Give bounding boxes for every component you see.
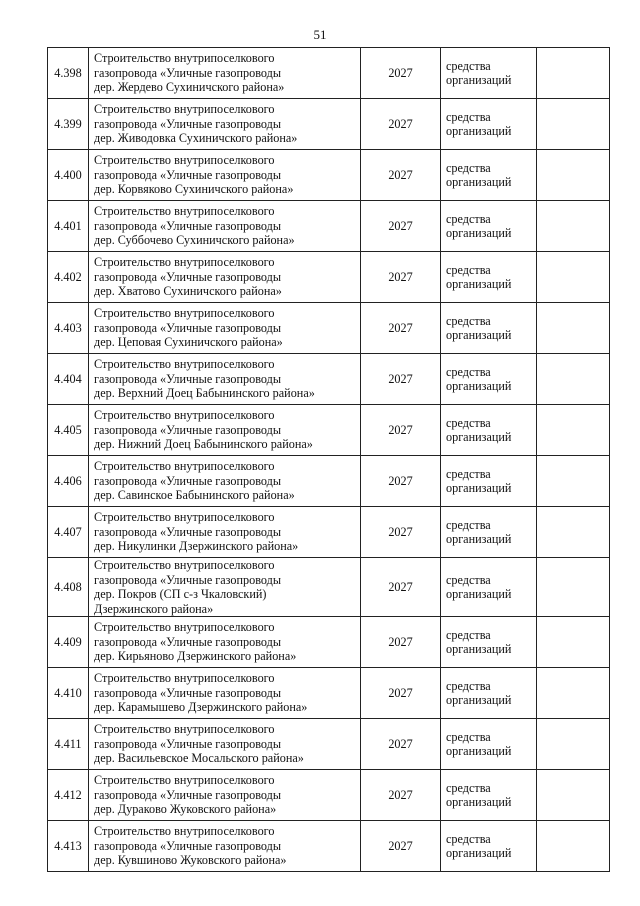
funding-source-line: средства (446, 466, 491, 481)
funding-source-line: организаций (446, 226, 512, 240)
funding-source-line: средства (446, 517, 491, 532)
funding-source (441, 252, 537, 303)
completion-year: 2027 (361, 617, 441, 668)
table-row (48, 303, 610, 354)
table-row (48, 150, 610, 201)
description-line: газопровода «Уличные газопроводы (94, 524, 282, 539)
description-line: дер. Карамышево Дзержинского района» (94, 700, 308, 715)
funding-source-line: организаций (446, 124, 512, 138)
funding-source-line: средства (446, 58, 491, 73)
description-line: Строительство внутрипоселкового (94, 306, 275, 321)
description-line: Строительство внутрипоселкового (94, 255, 275, 270)
table-row (48, 99, 610, 150)
table-row (48, 507, 610, 558)
completion-year: 2027 (361, 668, 441, 719)
description-line: Дзержинского района» (94, 601, 214, 616)
row-number: 4.399 (48, 99, 89, 150)
description-line: дер. Покров (СП с-з Чкаловский) (94, 587, 267, 601)
description-line: Строительство внутрипоселкового (94, 722, 275, 737)
funding-source-line: организаций (446, 379, 512, 393)
funding-source-line: средства (446, 780, 491, 795)
row-number: 4.400 (48, 150, 89, 201)
row-number: 4.401 (48, 201, 89, 252)
empty-cell (537, 354, 610, 405)
completion-year: 2027 (361, 252, 441, 303)
row-number: 4.403 (48, 303, 89, 354)
funding-source (441, 99, 537, 150)
funding-source-line: средства (446, 313, 491, 328)
description-line: Строительство внутрипоселкового (94, 620, 275, 635)
description-line: Строительство внутрипоселкового (94, 357, 275, 372)
empty-cell (537, 719, 610, 770)
description-line: дер. Нижний Доец Бабынинского района» (94, 437, 313, 452)
funding-source-line: организаций (446, 642, 512, 656)
empty-cell (537, 99, 610, 150)
row-number: 4.410 (48, 668, 89, 719)
row-number: 4.398 (48, 48, 89, 99)
funding-source-line: организаций (446, 481, 512, 495)
funding-source-line: организаций (446, 693, 512, 707)
description-line: дер. Кувшиново Жуковского района» (94, 853, 287, 868)
funding-source (441, 668, 537, 719)
funding-source-line: средства (446, 211, 491, 226)
description-line: Строительство внутрипоселкового (94, 153, 275, 168)
empty-cell (537, 150, 610, 201)
description-line: газопровода «Уличные газопроводы (94, 422, 282, 437)
completion-year: 2027 (361, 405, 441, 456)
description-line: газопровода «Уличные газопроводы (94, 320, 282, 335)
empty-cell (537, 48, 610, 99)
completion-year: 2027 (361, 303, 441, 354)
funding-source (441, 821, 537, 872)
funding-source-line: организаций (446, 73, 512, 87)
row-number: 4.407 (48, 507, 89, 558)
table-body (48, 48, 610, 872)
description-line: Строительство внутрипоселкового (94, 671, 275, 686)
empty-cell (537, 617, 610, 668)
empty-cell (537, 558, 610, 617)
project-description (89, 719, 361, 770)
completion-year: 2027 (361, 719, 441, 770)
table-row (48, 558, 610, 617)
funding-source-line: средства (446, 415, 491, 430)
completion-year: 2027 (361, 354, 441, 405)
funding-source (441, 719, 537, 770)
table-row (48, 456, 610, 507)
description-line: Строительство внутрипоселкового (94, 204, 275, 219)
description-line: газопровода «Уличные газопроводы (94, 685, 282, 700)
completion-year: 2027 (361, 507, 441, 558)
description-line: дер. Корвяково Сухиничского района» (94, 182, 294, 197)
empty-cell (537, 303, 610, 354)
description-line: Строительство внутрипоселкового (94, 773, 275, 788)
project-description (89, 303, 361, 354)
completion-year: 2027 (361, 48, 441, 99)
description-line: дер. Жердево Сухиничского района» (94, 80, 285, 95)
empty-cell (537, 252, 610, 303)
funding-source-line: организаций (446, 277, 512, 291)
description-line: Строительство внутрипоселкового (94, 408, 275, 423)
funding-source-line: организаций (446, 744, 512, 758)
project-description (89, 821, 361, 872)
row-number: 4.406 (48, 456, 89, 507)
empty-cell (537, 770, 610, 821)
project-description (89, 507, 361, 558)
project-description (89, 99, 361, 150)
description-line: дер. Кирьяново Дзержинского района» (94, 649, 297, 664)
table-row (48, 770, 610, 821)
description-line: дер. Дураково Жуковского района» (94, 802, 277, 817)
project-description (89, 252, 361, 303)
row-number: 4.409 (48, 617, 89, 668)
funding-source (441, 617, 537, 668)
description-line: газопровода «Уличные газопроводы (94, 473, 282, 488)
row-number: 4.411 (48, 719, 89, 770)
funding-source-line: средства (446, 109, 491, 124)
funding-source-line: организаций (446, 430, 512, 444)
row-number: 4.408 (48, 558, 89, 617)
description-line: газопровода «Уличные газопроводы (94, 65, 282, 80)
page-number: 51 (313, 27, 327, 42)
description-line: дер. Хватово Сухиничского района» (94, 284, 282, 299)
funding-source-line: средства (446, 831, 491, 846)
project-description (89, 558, 361, 617)
funding-source (441, 405, 537, 456)
table-row (48, 668, 610, 719)
description-line: Строительство внутрипоселкового (94, 510, 275, 525)
empty-cell (537, 821, 610, 872)
funding-source-line: организаций (446, 846, 512, 860)
funding-source-line: организаций (446, 795, 512, 809)
description-line: газопровода «Уличные газопроводы (94, 167, 282, 182)
completion-year: 2027 (361, 201, 441, 252)
funding-source (441, 558, 537, 617)
project-description (89, 668, 361, 719)
empty-cell (537, 405, 610, 456)
description-line: Строительство внутрипоселкового (94, 51, 275, 66)
row-number: 4.413 (48, 821, 89, 872)
table-row (48, 48, 610, 99)
description-line: газопровода «Уличные газопроводы (94, 218, 282, 233)
table-row (48, 617, 610, 668)
description-line: Строительство внутрипоселкового (94, 459, 275, 474)
funding-source (441, 354, 537, 405)
funding-source (441, 507, 537, 558)
row-number: 4.402 (48, 252, 89, 303)
description-line: дер. Савинское Бабынинского района» (94, 488, 295, 503)
completion-year: 2027 (361, 456, 441, 507)
table-row (48, 354, 610, 405)
description-line: газопровода «Уличные газопроводы (94, 634, 282, 649)
table-row (48, 252, 610, 303)
project-description (89, 405, 361, 456)
funding-source-line: средства (446, 678, 491, 693)
table-row (48, 201, 610, 252)
project-description (89, 150, 361, 201)
funding-source-line: средства (446, 160, 491, 175)
description-line: дер. Живодовка Сухиничского района» (94, 131, 298, 146)
funding-source-line: организаций (446, 328, 512, 342)
description-line: дер. Суббочево Сухиничского района» (94, 233, 295, 248)
description-line: газопровода «Уличные газопроводы (94, 787, 282, 802)
description-line: дер. Цеповая Сухиничского района» (94, 335, 283, 350)
project-description (89, 456, 361, 507)
empty-cell (537, 668, 610, 719)
description-line: Строительство внутрипоселкового (94, 102, 275, 117)
funding-source (441, 150, 537, 201)
description-line: дер. Никулинки Дзержинского района» (94, 539, 299, 554)
row-number: 4.405 (48, 405, 89, 456)
funding-source-line: средства (446, 572, 491, 587)
empty-cell (537, 507, 610, 558)
table-row (48, 821, 610, 872)
description-line: газопровода «Уличные газопроводы (94, 371, 282, 386)
project-description (89, 48, 361, 99)
completion-year: 2027 (361, 821, 441, 872)
funding-source (441, 303, 537, 354)
funding-source-line: организаций (446, 175, 512, 189)
project-description (89, 770, 361, 821)
description-line: дер. Васильевское Мосальского района» (94, 751, 304, 766)
project-description (89, 201, 361, 252)
funding-source-line: организаций (446, 532, 512, 546)
description-line: газопровода «Уличные газопроводы (94, 838, 282, 853)
funding-source (441, 201, 537, 252)
description-line: Строительство внутрипоселкового (94, 558, 275, 572)
completion-year: 2027 (361, 150, 441, 201)
completion-year: 2027 (361, 770, 441, 821)
funding-source (441, 456, 537, 507)
empty-cell (537, 456, 610, 507)
row-number: 4.412 (48, 770, 89, 821)
table-row (48, 405, 610, 456)
description-line: газопровода «Уличные газопроводы (94, 269, 282, 284)
funding-source-line: средства (446, 262, 491, 277)
funding-source-line: средства (446, 627, 491, 642)
funding-source-line: средства (446, 364, 491, 379)
description-line: газопровода «Уличные газопроводы (94, 116, 282, 131)
description-line: газопровода «Уличные газопроводы (94, 736, 282, 751)
row-number: 4.404 (48, 354, 89, 405)
funding-source (441, 770, 537, 821)
description-line: Строительство внутрипоселкового (94, 824, 275, 839)
project-description (89, 354, 361, 405)
description-line: дер. Верхний Доец Бабынинского района» (94, 386, 315, 401)
completion-year: 2027 (361, 99, 441, 150)
empty-cell (537, 201, 610, 252)
table-row (48, 719, 610, 770)
funding-source (441, 48, 537, 99)
description-line: газопровода «Уличные газопроводы (94, 572, 282, 587)
project-description (89, 617, 361, 668)
projects-table (47, 47, 610, 872)
funding-source-line: средства (446, 729, 491, 744)
funding-source-line: организаций (446, 587, 512, 601)
completion-year: 2027 (361, 558, 441, 617)
